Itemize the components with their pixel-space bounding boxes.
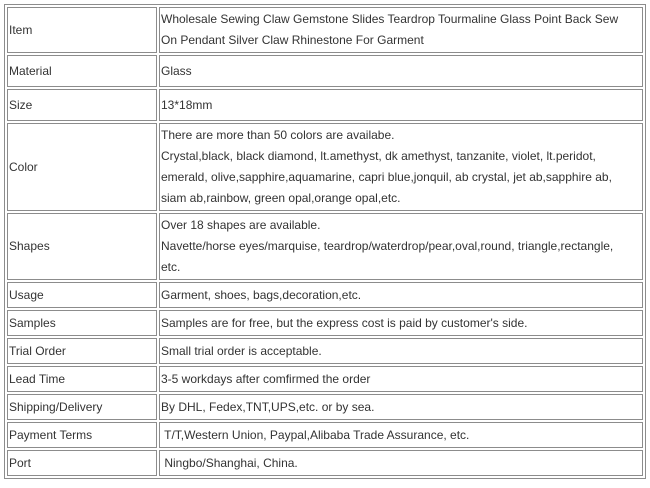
spec-value-line: 3-5 workdays after comfirmed the order	[161, 371, 371, 386]
spec-value-line: By DHL, Fedex,TNT,UPS,etc. or by sea.	[161, 399, 375, 414]
spec-row-payment-terms	[7, 422, 643, 448]
spec-row-usage	[7, 282, 643, 308]
spec-value-line: Crystal,black, black diamond, lt.amethyst, dk amethyst, tanzanite, violet, lt.peridot,	[161, 149, 596, 163]
spec-label: Item	[7, 7, 157, 53]
spec-row-port	[7, 450, 643, 476]
spec-row-shipping	[7, 394, 643, 420]
spec-value-line: Small trial order is acceptable.	[161, 343, 322, 358]
spec-row-color	[7, 123, 643, 211]
spec-value-line: On Pendant Silver Claw Rhinestone For Garment	[161, 33, 424, 47]
spec-value-line: Over 18 shapes are available.	[161, 218, 321, 232]
spec-value-line: Ningbo/Shanghai, China.	[161, 455, 298, 470]
spec-row-shapes	[7, 213, 643, 280]
spec-row-material	[7, 55, 643, 87]
spec-value	[159, 282, 643, 308]
spec-label: Material	[7, 55, 157, 87]
spec-label: Color	[7, 123, 157, 211]
spec-row-samples	[7, 310, 643, 336]
spec-label: Size	[7, 89, 157, 121]
spec-value-line: siam ab,rainbow, green opal,orange opal,etc.	[161, 191, 401, 205]
spec-value	[159, 213, 643, 280]
spec-label: Trial Order	[7, 338, 157, 364]
spec-label: Samples	[7, 310, 157, 336]
spec-value	[159, 7, 643, 53]
spec-value-line: Navette/horse eyes/marquise, teardrop/waterdrop/pear,oval,round, triangle,rectangle,	[161, 239, 614, 253]
spec-value	[159, 89, 643, 121]
spec-label: Usage	[7, 282, 157, 308]
spec-label: Shapes	[7, 213, 157, 280]
spec-value-line: T/T,Western Union, Paypal,Alibaba Trade Assurance, etc.	[161, 427, 470, 442]
spec-value-line: There are more than 50 colors are availabe.	[161, 128, 395, 142]
spec-value-line: etc.	[161, 260, 181, 274]
spec-label: Lead Time	[7, 366, 157, 392]
spec-row-trial-order	[7, 338, 643, 364]
spec-label: Port	[7, 450, 157, 476]
spec-value	[159, 366, 643, 392]
spec-value	[159, 55, 643, 87]
spec-row-item	[7, 7, 643, 53]
spec-row-size	[7, 89, 643, 121]
spec-table-body	[7, 7, 643, 476]
spec-value-line: Glass	[161, 63, 192, 78]
spec-value-line: emerald, olive,sapphire,aquamarine, capri blue,jonquil, ab crystal, jet ab,sapphire ab,	[161, 170, 612, 184]
spec-value-line: Garment, shoes, bags,decoration,etc.	[161, 287, 362, 302]
spec-value-line: Wholesale Sewing Claw Gemstone Slides Teardrop Tourmaline Glass Point Back Sew	[161, 12, 619, 26]
spec-value-line: 13*18mm	[161, 97, 213, 112]
product-spec-table	[4, 4, 646, 479]
spec-value-line: Samples are for free, but the express cost is paid by customer's side.	[161, 315, 528, 330]
spec-value	[159, 450, 643, 476]
spec-row-lead-time	[7, 366, 643, 392]
spec-label: Shipping/Delivery	[7, 394, 157, 420]
spec-value	[159, 123, 643, 211]
spec-label: Payment Terms	[7, 422, 157, 448]
spec-value	[159, 310, 643, 336]
spec-value	[159, 338, 643, 364]
spec-value	[159, 422, 643, 448]
spec-value	[159, 394, 643, 420]
